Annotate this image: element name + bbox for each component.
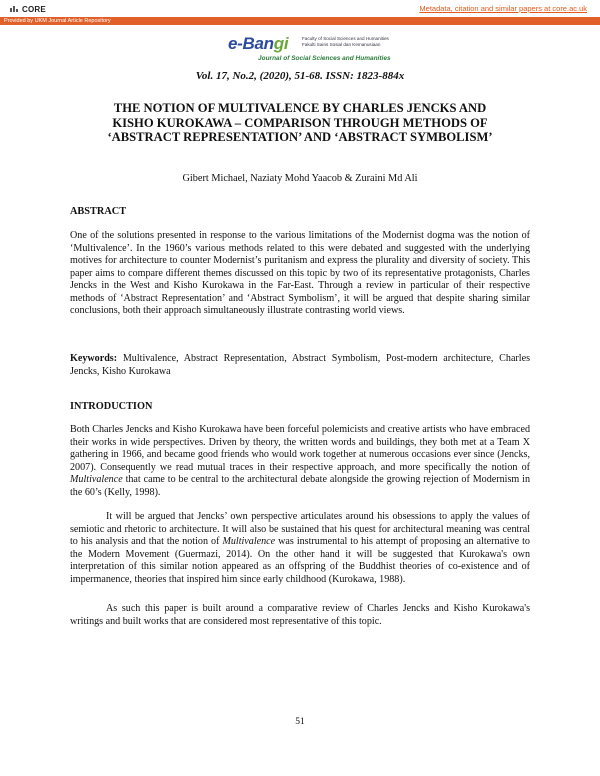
keywords-label: Keywords: <box>70 353 118 364</box>
provided-by-bar <box>0 17 600 25</box>
introduction-heading: INTRODUCTION <box>70 401 153 412</box>
core-logo-text: CORE <box>22 4 46 14</box>
provided-by-text[interactable]: Provided by UKM Journal Article Repository <box>4 18 111 24</box>
keywords <box>70 353 530 378</box>
page-number: 51 <box>295 717 305 727</box>
faculty-name: Faculty of Social Sciences and Humanities Fakulti Sains Sosial dan Kemanusiaan <box>302 36 389 47</box>
core-logo[interactable] <box>9 3 46 15</box>
core-header-bar <box>0 0 600 17</box>
paper-title: THE NOTION OF MULTIVALENCE BY CHARLES JENCKS AND KISHO KUROKAWA – COMPARISON THROUGH METHODS OF ‘ABSTRACT REPRESENTATION’ AND ‘ABSTRACT SYMBOLISM’ <box>107 101 493 144</box>
abstract-text: One of the solutions presented in response to the various limitations of the Modernist dogma was the notion of ‘Multivalence’. In the 1960’s various methods related to this were debated and suggested with the underlying motives for architecture to counter Modernist’s puritanism and express the plurality and diversity of society. This paper aims to compare different themes discussed on this topic by two of its representative protagonists, Charles Jencks in the West and Kisho Kurokawa in the Far-East. Through a review in particular of their respective methods of ‘Abstract Representation’ and ‘Abstract Symbolism’, it will be argued that despite sharing similar conclusions, both their approach simultaneously illustrate contrasting world views. <box>70 230 530 317</box>
journal-name: Journal of Social Sciences and Humanities <box>258 55 391 62</box>
volume-line: Vol. 17, No.2, (2020), 51-68. ISSN: 1823-884x <box>195 70 405 82</box>
abstract-heading: ABSTRACT <box>70 206 127 217</box>
core-logo-icon <box>9 4 19 14</box>
journal-brand: e-Bangi <box>228 34 289 53</box>
authors: Gibert Michael, Naziaty Mohd Yaacob & Zuraini Md Ali <box>182 173 418 184</box>
journal-logo <box>222 34 392 64</box>
introduction-paragraph-2: It will be argued that Jencks’ own perspective articulates around his obsessions to apply the values of semiotic and rhetoric to architecture. It will also be sustained that his quest for architectural meaning was central to his analysis and that the notion of Multivalence was instrumental to his attempt of proposing an alternative to the Modern Movement (Guermazi, 2014). On the other hand it will be suggested that Kurokawa's own interpretation of this similar notion appeared as an offspring of the Buddhist theories of co-existence and of impermanence, theories that inspired him since early childhood (Kurokawa, 1988). <box>70 511 530 585</box>
introduction-paragraph-3: As such this paper is built around a comparative review of Charles Jencks and Kisho Kurokawa's writings and built works that are considered most representative of this topic. <box>70 603 530 627</box>
introduction-paragraph-1: Both Charles Jencks and Kisho Kurokawa have been forceful polemicists and creative artists who have embraced their works in wide perspectives. Driven by theory, the written words and buildings, they both met at a Team X gathering in 1966, and became good friends who would work together at numerous occasions ever since (Jencks, 2007). Consequently we read mutual traces in their respective approach, and more specifically the notion of Multivalence that came to be central to the architectural debate alongside the growing rejection of Modernism in the 60’s (Kelly, 1998). <box>70 424 530 498</box>
keywords-text: Multivalence, Abstract Representation, Abstract Symbolism, Post-modern architecture, Charles Jencks, Kisho Kurokawa <box>70 353 530 377</box>
metadata-link[interactable]: Metadata, citation and similar papers at core.ac.uk <box>419 4 587 13</box>
